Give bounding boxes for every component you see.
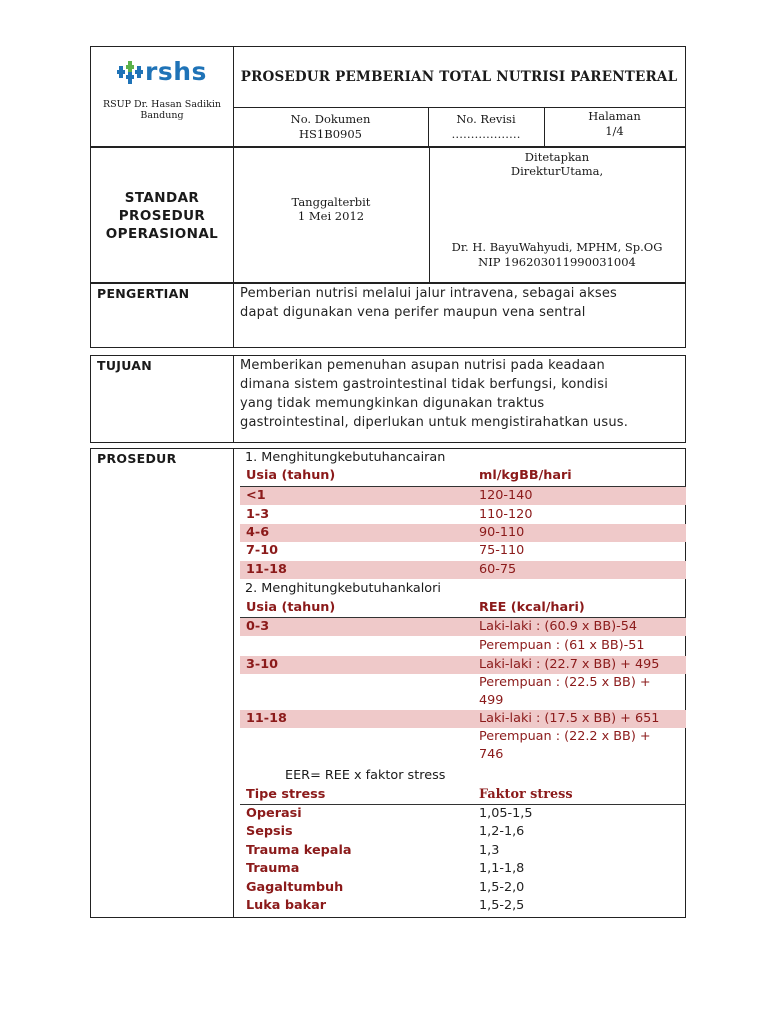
issued-label: Tanggalterbit xyxy=(291,195,371,209)
hospital-city: Bandung xyxy=(140,110,184,121)
set-by-title: DirekturUtama, xyxy=(510,164,604,178)
set-by-label: Ditetapkan xyxy=(524,150,590,164)
tujuan-text: Memberikan pemenuhan asupan nutrisi pada keadaan dimana sistem gastrointestinal tidak berfungsi, kondisi yang tidak memungkinkan digunakan traktus gastrointestinal, diperlukan untuk mengistirahatkan usus. xyxy=(240,358,629,430)
step-1-heading: 1. Menghitungkebutuhancairan xyxy=(245,450,446,465)
table-row: Trauma 1,1-1,8 xyxy=(246,861,525,876)
table-row: Perempuan : (61 x BB)-51 xyxy=(479,638,645,653)
logo-cell xyxy=(90,46,234,147)
doc-number-value: HS1B0905 xyxy=(299,127,362,141)
revision-cell xyxy=(428,107,545,147)
doc-number-cell xyxy=(233,107,429,147)
fluid-table-header xyxy=(240,467,686,485)
stress-table-header xyxy=(240,786,686,804)
fluid-age-header: Usia (tahun) xyxy=(246,468,336,483)
table-row: 11-18 60-75 xyxy=(240,561,686,579)
director-name: Dr. H. BayuWahyudi, MPHM, Sp.OG xyxy=(451,240,663,254)
table-row: Sepsis 1,2-1,6 xyxy=(246,824,525,839)
table-row: 7-10 75-110 xyxy=(246,543,525,558)
stress-factor-header: Faktor stress xyxy=(479,787,573,802)
fluid-volume-header: ml/kgBB/hari xyxy=(479,468,572,483)
table-row: 0-3 Laki-laki : (60.9 x BB)-54 xyxy=(240,618,686,636)
table-row: Perempuan : (22.2 x BB) + xyxy=(479,729,651,744)
issued-date: 1 Mei 2012 xyxy=(297,209,365,223)
document-title: PROSEDUR PEMBERIAN TOTAL NUTRISI PARENTERAL xyxy=(233,46,686,108)
revision-label: No. Revisi xyxy=(456,112,516,126)
table-row: Perempuan : (22.5 x BB) + xyxy=(479,675,651,690)
table-row: Operasi 1,05-1,5 xyxy=(246,806,533,821)
stress-type-header: Tipe stress xyxy=(246,787,326,802)
sop-label-standar: STANDAR xyxy=(124,190,200,206)
table-row: <1 120-140 xyxy=(240,487,686,505)
table-row: 11-18 Laki-laki : (17.5 x BB) + 651 xyxy=(240,710,686,728)
rshs-logo-icon xyxy=(115,61,147,85)
sop-label-operasional: OPERASIONAL xyxy=(105,226,219,242)
tujuan-label: TUJUAN xyxy=(97,358,153,373)
revision-value: ……………… xyxy=(451,127,521,141)
hospital-name: RSUP Dr. Hasan Sadikin xyxy=(102,99,222,110)
step-2-heading: 2. Menghitungkebutuhankalori xyxy=(245,581,441,596)
calorie-age-header: Usia (tahun) xyxy=(246,600,336,615)
pengertian-label: PENGERTIAN xyxy=(97,286,190,301)
table-row: Trauma kepala 1,3 xyxy=(246,843,500,858)
logo-text: rshs xyxy=(145,57,207,86)
table-row: Gagaltumbuh 1,5-2,0 xyxy=(246,880,525,895)
table-row: 4-6 90-110 xyxy=(240,524,686,542)
prosedur-label: PROSEDUR xyxy=(97,451,177,466)
table-row: 746 xyxy=(479,747,504,762)
page-cell xyxy=(544,107,686,147)
sop-label-prosedur: PROSEDUR xyxy=(118,208,206,224)
director-nip: NIP 196203011990031004 xyxy=(478,255,636,269)
calorie-ree-header: REE (kcal/hari) xyxy=(479,600,585,615)
page-label: Halaman xyxy=(588,109,641,123)
calorie-table-header xyxy=(240,599,686,617)
table-row: 499 xyxy=(479,693,504,708)
page-number: 1/4 xyxy=(605,124,624,138)
table-row: Luka bakar 1,5-2,5 xyxy=(246,898,525,913)
eer-formula: EER= REE x faktor stress xyxy=(285,768,446,783)
pengertian-text: Pemberian nutrisi melalui jalur intravena, sebagai akses dapat digunakan vena perifer maupun vena sentral xyxy=(240,286,617,320)
table-row: 1-3 110-120 xyxy=(246,507,533,522)
doc-number-label: No. Dokumen xyxy=(290,112,371,126)
table-row: 3-10 Laki-laki : (22.7 x BB) + 495 xyxy=(240,656,686,674)
